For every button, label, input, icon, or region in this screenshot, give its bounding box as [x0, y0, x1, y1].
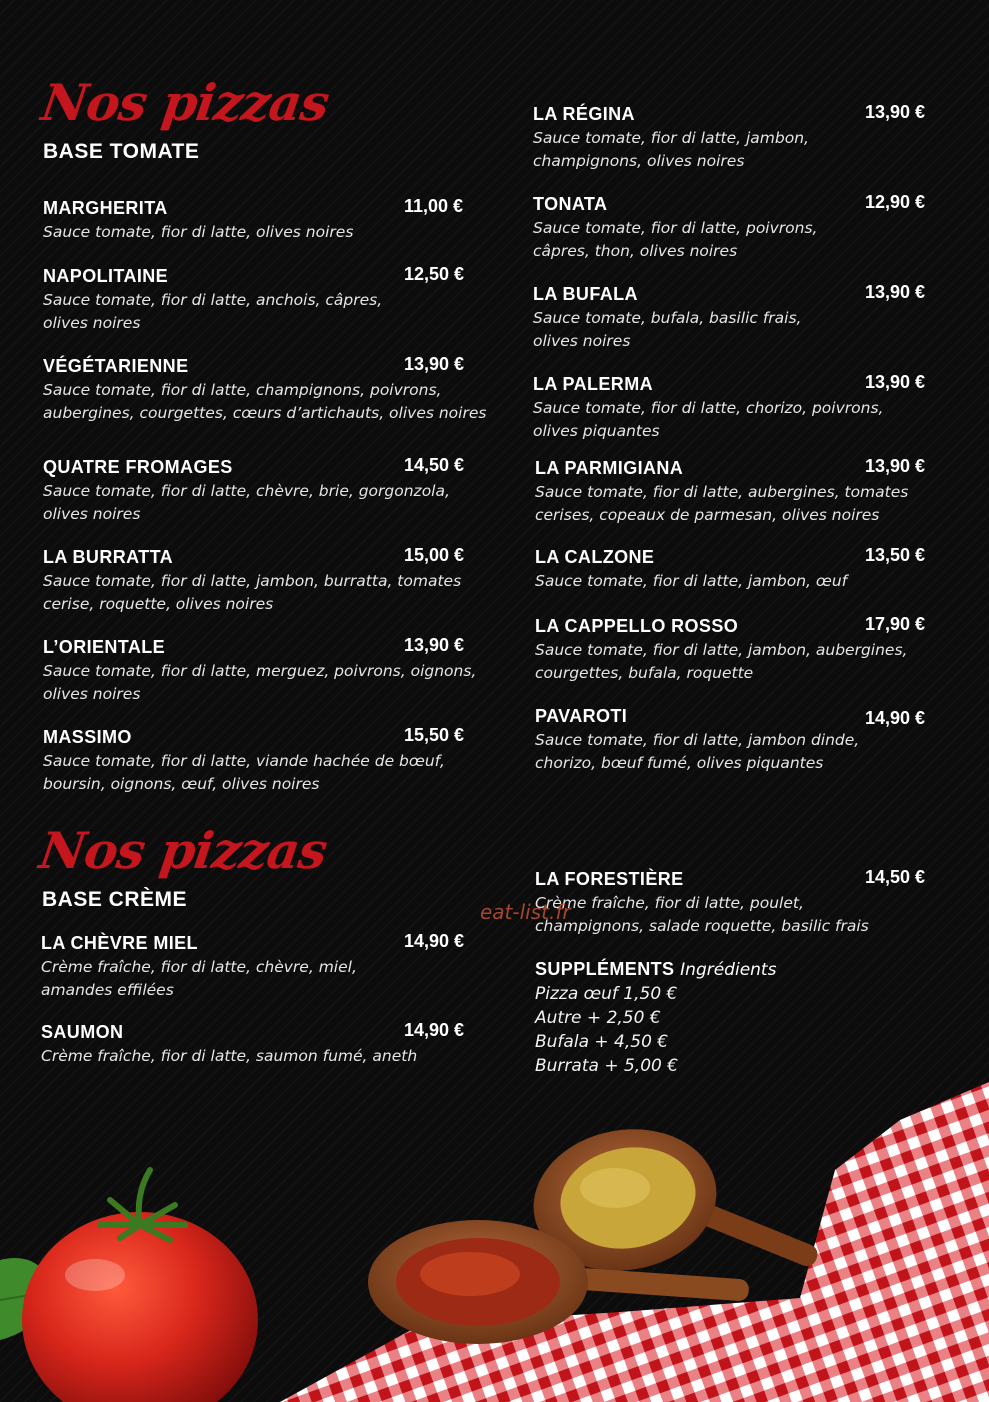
- item-desc-line: chorizo, bœuf fumé, olives piquantes: [535, 754, 824, 772]
- item-name: LA RÉGINA: [533, 104, 635, 124]
- item-desc-line: Sauce tomate, fior di latte, anchois, câpres,: [43, 291, 383, 309]
- item-desc-line: Sauce tomate, fior di latte, jambon, aubergines,: [535, 641, 908, 659]
- item-desc-line: Crème fraîche, fior di latte, poulet,: [535, 894, 804, 912]
- supplement-line: Burrata + 5,00 €: [535, 1056, 679, 1076]
- supplements-title: SUPPLÉMENTS: [535, 959, 675, 979]
- menu-item-napolitaine: [43, 264, 465, 334]
- item-price: 17,90 €: [865, 614, 926, 634]
- item-price: 14,90 €: [404, 931, 465, 951]
- menu-item-la-burratta: [43, 545, 465, 615]
- item-desc-line: Crème fraîche, fior di latte, saumon fumé, aneth: [41, 1047, 418, 1065]
- item-desc-line: courgettes, bufala, roquette: [535, 664, 754, 682]
- item-desc-line: Sauce tomate, fior di latte, olives noires: [43, 223, 354, 241]
- item-name: MASSIMO: [43, 727, 132, 747]
- item-name: VÉGÉTARIENNE: [43, 356, 189, 376]
- menu-item-lorientale: [43, 637, 476, 705]
- item-desc-line: cerises, copeaux de parmesan, olives noires: [535, 506, 880, 524]
- item-name: LA BURRATTA: [43, 547, 174, 567]
- menu-item-quatre-fromages: [43, 455, 465, 525]
- item-desc-line: olives noires: [43, 685, 141, 703]
- item-name: TONATA: [533, 194, 608, 214]
- watermark: eat-list.fr: [480, 900, 571, 924]
- item-desc-line: olives noires: [533, 332, 631, 350]
- menu-item-massimo: [43, 725, 465, 795]
- item-price: 15,50 €: [404, 725, 465, 745]
- item-price: 14,50 €: [865, 867, 926, 887]
- item-name: SAUMON: [41, 1022, 124, 1042]
- item-desc-line: Sauce tomate, fior di latte, aubergines, tomates: [535, 483, 909, 501]
- item-desc-line: amandes effilées: [41, 981, 174, 999]
- item-desc-line: Sauce tomate, fior di latte, jambon, burratta, tomates: [43, 572, 462, 590]
- tomato: [22, 1170, 258, 1402]
- item-desc-line: olives noires: [43, 505, 141, 523]
- item-price: 12,90 €: [865, 192, 926, 212]
- item-price: 13,90 €: [865, 456, 926, 476]
- item-desc-line: aubergines, courgettes, cœurs d’artichauts, olives noires: [43, 404, 487, 422]
- item-price: 14,90 €: [404, 1020, 465, 1040]
- menu-item-la-regina: [533, 102, 926, 172]
- supplement-line: Bufala + 4,50 €: [535, 1032, 669, 1052]
- item-desc-line: olives noires: [43, 314, 141, 332]
- menu-item-vegetarienne: [43, 356, 486, 424]
- menu-item-la-bufala: [533, 282, 926, 352]
- item-desc-line: Sauce tomate, fior di latte, jambon, œuf: [535, 572, 848, 590]
- item-desc-line: Sauce tomate, fior di latte, viande hachée de bœuf,: [43, 752, 445, 770]
- item-desc-line: Sauce tomate, fior di latte, jambon,: [533, 129, 809, 147]
- supplements-heading: [535, 957, 776, 982]
- item-desc-line: boursin, oignons, œuf, olives noires: [43, 775, 320, 793]
- menu-item-la-chevre-miel: [41, 931, 465, 1001]
- item-price: 13,90 €: [865, 102, 926, 122]
- item-price: 15,00 €: [404, 545, 465, 565]
- item-desc-line: champignons, salade roquette, basilic frais: [535, 917, 869, 935]
- item-name: QUATRE FROMAGES: [43, 457, 233, 477]
- item-price: 11,00 €: [404, 196, 464, 216]
- menu-item-la-palerma: [533, 372, 926, 442]
- menu-item-pavaroti: [535, 706, 926, 774]
- item-price: 13,90 €: [404, 635, 465, 655]
- item-name: LA PARMIGIANA: [535, 458, 684, 478]
- item-name: MARGHERITA: [43, 198, 168, 218]
- item-desc-line: câpres, thon, olives noires: [533, 242, 738, 260]
- menu-item-la-calzone: [535, 545, 926, 592]
- item-name: L’ORIENTALE: [43, 637, 166, 657]
- item-price: 13,90 €: [865, 282, 926, 302]
- item-price: 14,90 €: [865, 708, 926, 728]
- section-base-title-tomato: BASE TOMATE: [43, 140, 200, 163]
- menu-item-margherita: [43, 196, 464, 243]
- supplement-line: Autre + 2,50 €: [535, 1008, 661, 1028]
- section-script-title-tomato: Nos pizzas: [37, 73, 333, 132]
- item-name: LA FORESTIÈRE: [535, 869, 684, 889]
- item-desc-line: champignons, olives noires: [533, 152, 745, 170]
- item-desc-line: Sauce tomate, fior di latte, poivrons,: [533, 219, 818, 237]
- item-name: LA CHÈVRE MIEL: [41, 933, 198, 953]
- supplements-subtitle: Ingrédients: [680, 960, 777, 980]
- item-price: 14,50 €: [404, 455, 465, 475]
- section-base-title-cream: BASE CRÈME: [42, 888, 188, 911]
- item-desc-line: Sauce tomate, fior di latte, chèvre, brie, gorgonzola,: [43, 482, 450, 500]
- item-name: LA PALERMA: [533, 374, 653, 394]
- item-desc-line: Sauce tomate, fior di latte, champignons, poivrons,: [43, 381, 442, 399]
- item-name: NAPOLITAINE: [43, 266, 169, 286]
- item-name: LA CALZONE: [535, 547, 655, 567]
- item-price: 13,90 €: [865, 372, 926, 392]
- item-price: 13,90 €: [404, 354, 465, 374]
- item-name: PAVAROTI: [535, 706, 628, 726]
- menu-item-la-parmigiana: [535, 456, 926, 526]
- food-illustration: [0, 1060, 989, 1402]
- supplement-line: Pizza œuf 1,50 €: [535, 984, 678, 1004]
- menu-item-la-cappello-rosso: [535, 614, 926, 684]
- item-name: LA CAPPELLO ROSSO: [535, 616, 739, 636]
- item-name: LA BUFALA: [533, 284, 638, 304]
- item-price: 13,50 €: [865, 545, 926, 565]
- item-desc-line: Sauce tomate, fior di latte, jambon dinde,: [535, 731, 860, 749]
- menu-item-la-forestiere: [535, 867, 926, 937]
- item-desc-line: Crème fraîche, fior di latte, chèvre, miel,: [41, 958, 357, 976]
- item-price: 12,50 €: [404, 264, 465, 284]
- item-desc-line: Sauce tomate, fior di latte, chorizo, poivrons,: [533, 399, 884, 417]
- section-script-title-cream: Nos pizzas: [35, 821, 331, 880]
- item-desc-line: olives piquantes: [533, 422, 660, 440]
- item-desc-line: Sauce tomate, bufala, basilic frais,: [533, 309, 802, 327]
- item-desc-line: cerise, roquette, olives noires: [43, 595, 274, 613]
- item-desc-line: Sauce tomate, fior di latte, merguez, poivrons, oignons,: [43, 662, 477, 680]
- menu-item-tonata: [533, 192, 926, 262]
